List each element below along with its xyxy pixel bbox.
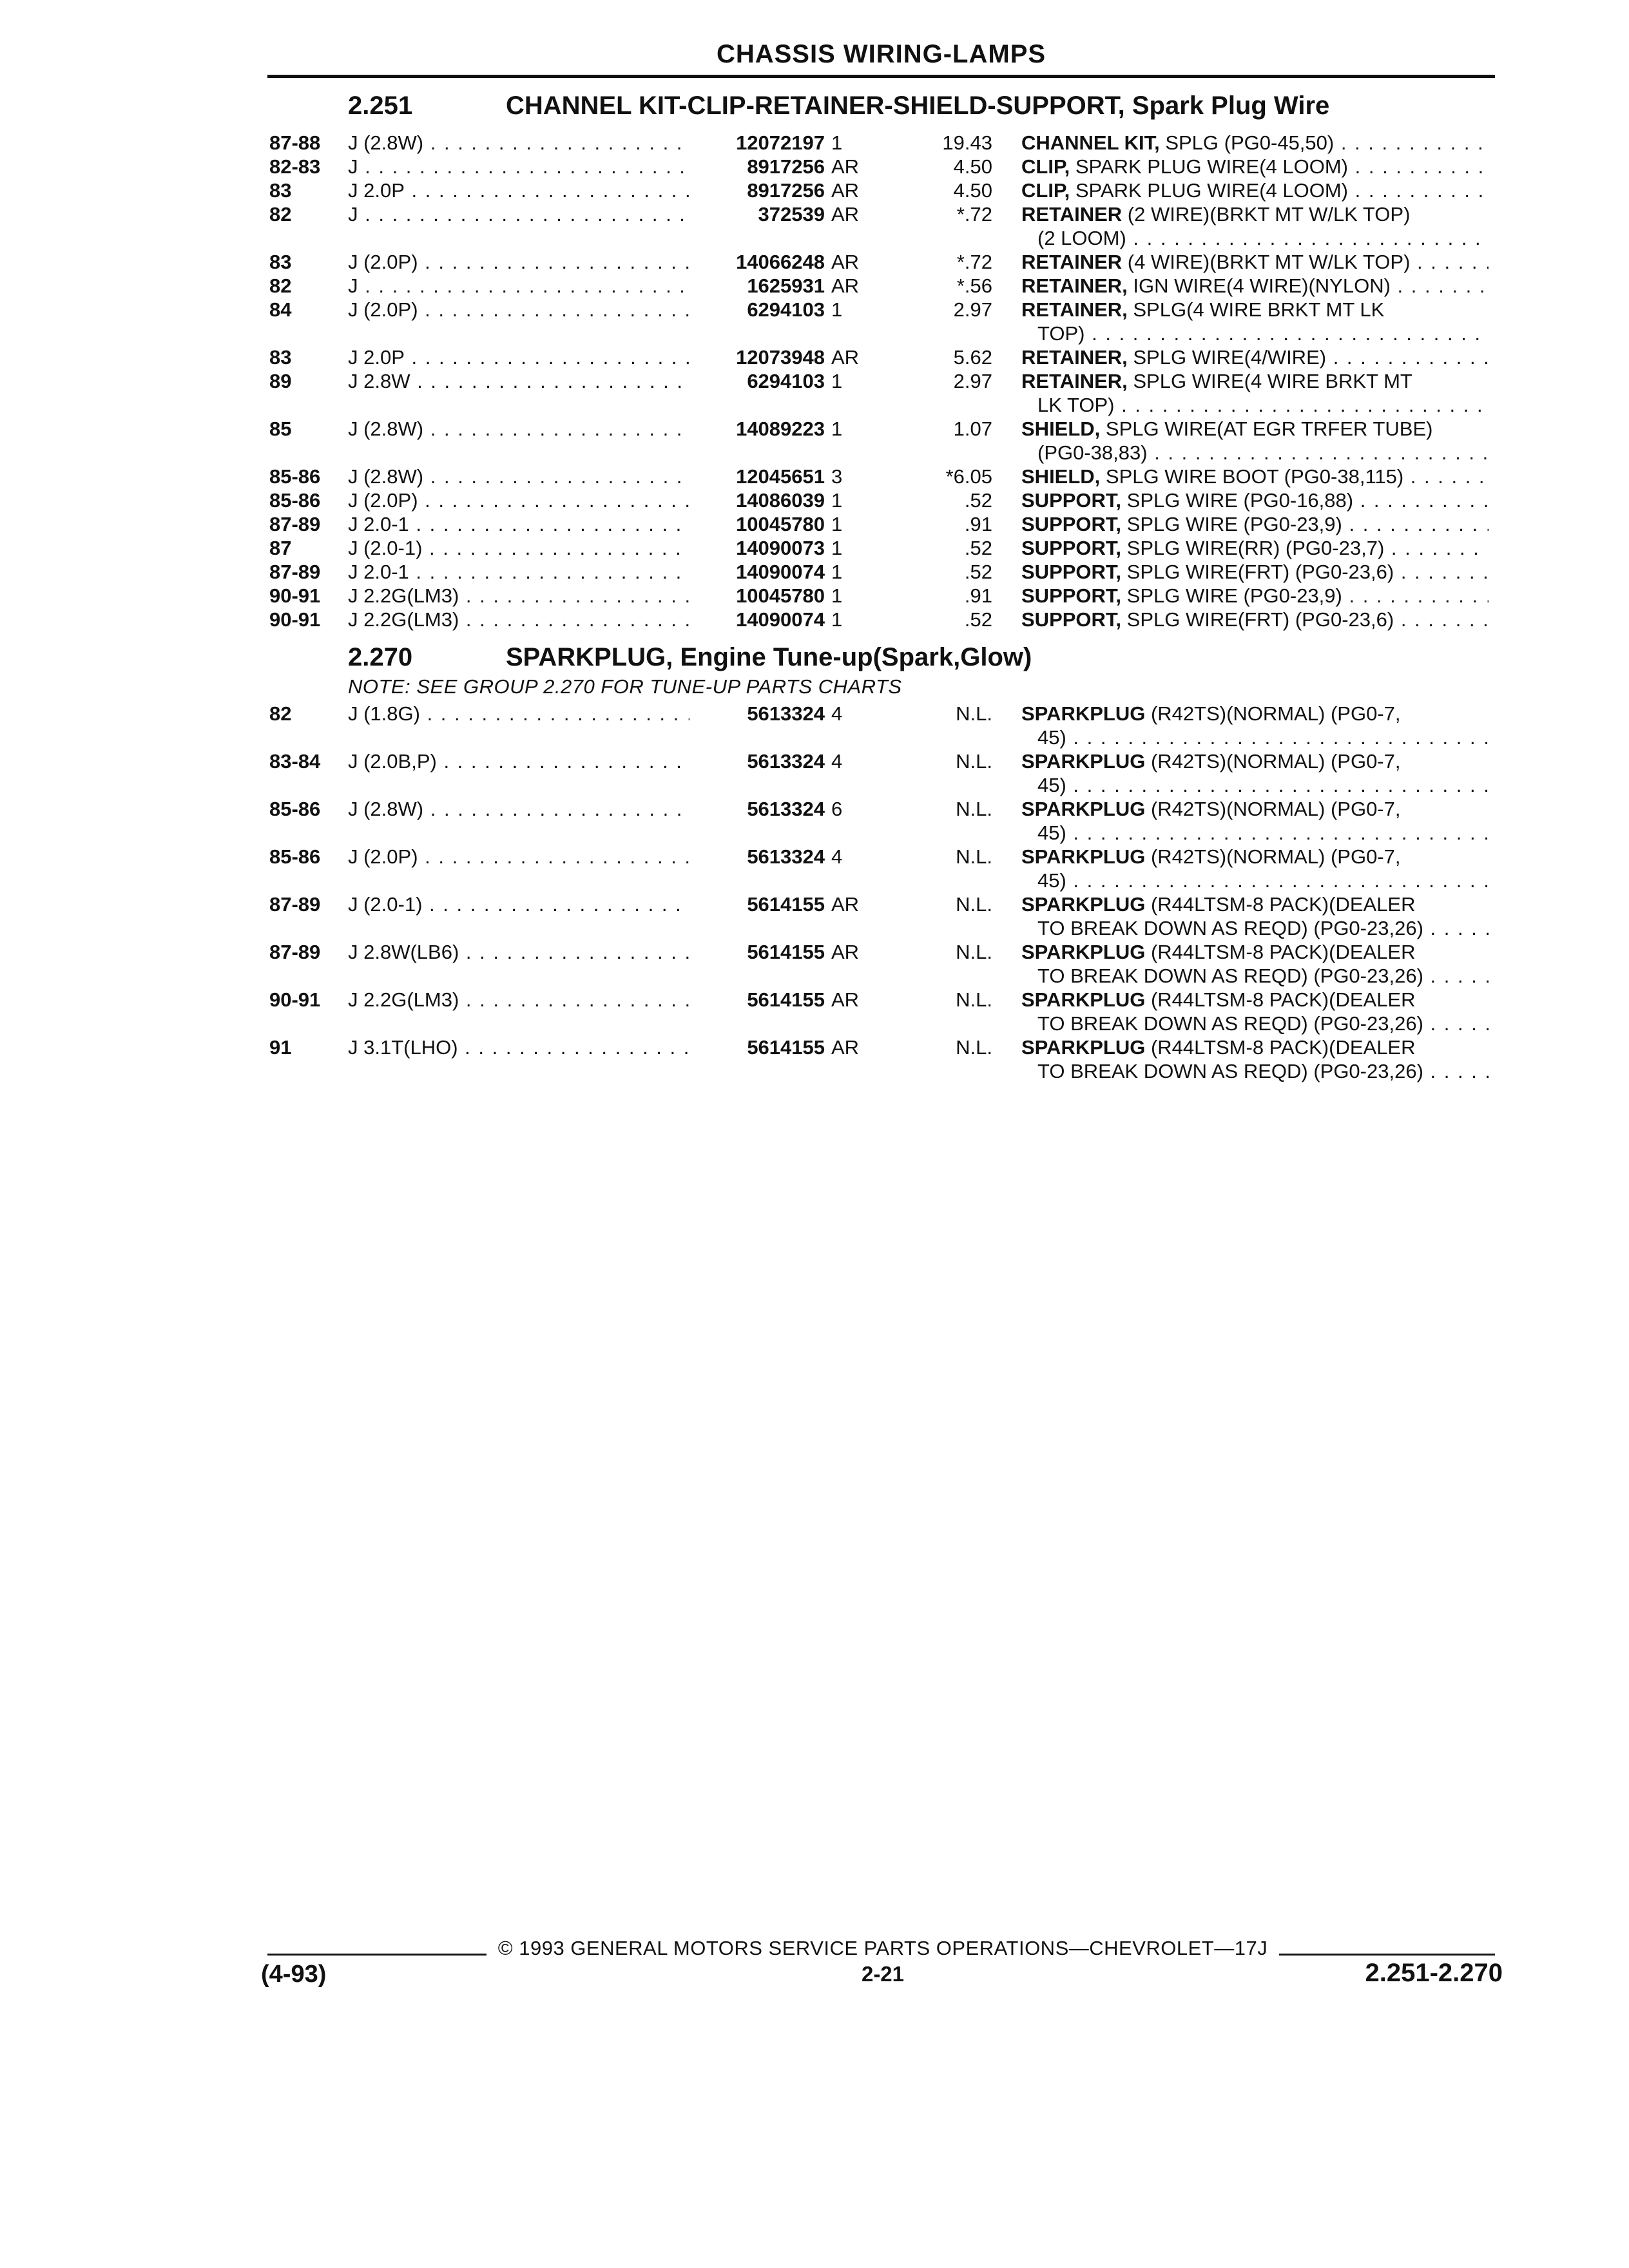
price: N.L. [956, 988, 992, 1011]
description [1021, 488, 1489, 512]
group-number: 2.270 [348, 643, 413, 671]
group-number: 2.251 [348, 91, 413, 120]
part-name: SUPPORT, [1021, 513, 1122, 535]
part-spec: SPLG WIRE BOOT (PG0-38,115) [1100, 465, 1404, 488]
description [1021, 369, 1489, 417]
quantity: AR [831, 988, 860, 1011]
quantity: 1 [831, 561, 843, 583]
part-name: SPARKPLUG [1021, 702, 1146, 725]
quantity: 3 [831, 465, 843, 488]
part-number: 5613324 [747, 845, 825, 868]
part-spec: (R44LTSM-8 PACK)(DEALER [1145, 941, 1416, 963]
description-line [1021, 202, 1489, 226]
description-continued: LK TOP) . . . [1021, 393, 1489, 417]
part-name: SUPPORT, [1021, 561, 1122, 583]
model-years: 83 [269, 346, 292, 369]
application: J (2.0B,P) . . . [348, 749, 689, 773]
application: J (2.8W) . . . [348, 417, 689, 441]
part-number: 6294103 [747, 370, 825, 392]
application: J (2.0-1) . . . [348, 536, 689, 560]
quantity: AR [831, 179, 860, 202]
price: N.L. [956, 798, 992, 820]
application: J 2.2G(LM3) . . . [348, 988, 689, 1012]
part-spec: (4 WIRE)(BRKT MT W/LK TOP) [1122, 251, 1411, 273]
description-continued: (2 LOOM) . . . [1021, 226, 1489, 250]
description-line [1021, 345, 1489, 369]
part-name: SPARKPLUG [1021, 845, 1146, 868]
part-name: CLIP, [1021, 155, 1070, 178]
quantity: AR [831, 155, 860, 178]
price: 19.43 [942, 131, 992, 154]
part-number: 5614155 [747, 893, 825, 916]
model-years: 84 [269, 298, 292, 321]
price: N.L. [956, 845, 992, 868]
description [1021, 584, 1489, 608]
part-number: 6294103 [747, 298, 825, 321]
part-number: 14090073 [736, 537, 825, 559]
description [1021, 512, 1489, 536]
part-number: 1625931 [747, 274, 825, 297]
quantity: AR [831, 1036, 860, 1059]
price: *.72 [956, 251, 992, 273]
price: 1.07 [953, 418, 992, 440]
part-number: 12072197 [736, 131, 825, 154]
application: J 2.0-1 . . . [348, 512, 689, 536]
description-line [1021, 988, 1489, 1012]
description [1021, 250, 1489, 274]
quantity: AR [831, 274, 860, 297]
quantity: 4 [831, 845, 843, 868]
description-line [1021, 797, 1489, 821]
model-years: 91 [269, 1036, 292, 1059]
part-spec: (R42TS)(NORMAL) (PG0-7, [1145, 798, 1401, 820]
price: 2.97 [953, 298, 992, 321]
application: J . . . [348, 274, 689, 298]
part-name: SPARKPLUG [1021, 941, 1146, 963]
description [1021, 749, 1489, 797]
model-years: 87-89 [269, 941, 321, 963]
part-spec: SPLG WIRE (PG0-23,9) [1121, 513, 1342, 535]
description-line [1021, 512, 1489, 536]
model-years: 82 [269, 702, 292, 725]
part-spec: (R44LTSM-8 PACK)(DEALER [1145, 988, 1416, 1011]
model-years: 82 [269, 203, 292, 226]
quantity: 1 [831, 131, 843, 154]
part-spec: SPLG WIRE(RR) (PG0-23,7) [1121, 537, 1385, 559]
quantity: 4 [831, 702, 843, 725]
price: N.L. [956, 1036, 992, 1059]
part-number: 14086039 [736, 489, 825, 512]
group-title: SPARKPLUG, Engine Tune-up(Spark,Glow) [506, 643, 1032, 671]
description-line [1021, 940, 1489, 964]
part-number: 10045780 [736, 513, 825, 535]
part-name: CHANNEL KIT, [1021, 131, 1160, 154]
header-rule [267, 75, 1495, 78]
description-continued: 45) . . . [1021, 726, 1489, 749]
quantity: 1 [831, 489, 843, 512]
price: N.L. [956, 702, 992, 725]
price: N.L. [956, 941, 992, 963]
description-line [1021, 417, 1489, 441]
part-spec: SPLG WIRE(4/WIRE) [1127, 346, 1327, 369]
quantity: AR [831, 941, 860, 963]
description [1021, 845, 1489, 892]
description [1021, 465, 1489, 488]
description-line [1021, 155, 1489, 178]
description-continued: TOP) . . . [1021, 322, 1489, 345]
part-number: 8917256 [747, 155, 825, 178]
footer-rule-left [267, 1954, 487, 1956]
quantity: 4 [831, 750, 843, 773]
price: 2.97 [953, 370, 992, 392]
part-spec: IGN WIRE(4 WIRE)(NYLON) [1127, 274, 1391, 297]
part-name: RETAINER, [1021, 370, 1128, 392]
application: J 2.8W . . . [348, 369, 689, 393]
description [1021, 274, 1489, 298]
part-number: 12045651 [736, 465, 825, 488]
model-years: 85-86 [269, 489, 321, 512]
description [1021, 202, 1489, 250]
group-note: NOTE: SEE GROUP 2.270 FOR TUNE-UP PARTS CHARTS [348, 675, 902, 698]
part-spec: SPLG WIRE (PG0-16,88) [1121, 489, 1354, 512]
price: N.L. [956, 750, 992, 773]
description-continued: 45) . . . [1021, 773, 1489, 797]
description [1021, 1035, 1489, 1083]
part-name: SHIELD, [1021, 418, 1101, 440]
description [1021, 178, 1489, 202]
price: .52 [964, 561, 992, 583]
model-years: 87-89 [269, 513, 321, 535]
part-name: RETAINER, [1021, 274, 1128, 297]
description-continued: TO BREAK DOWN AS REQD) (PG0-23,26) . . . [1021, 1012, 1489, 1035]
model-years: 83 [269, 179, 292, 202]
application: J 2.0-1 . . . [348, 560, 689, 584]
model-years: 82-83 [269, 155, 321, 178]
quantity: 1 [831, 298, 843, 321]
price: 4.50 [953, 179, 992, 202]
application: J (2.8W) . . . [348, 131, 689, 155]
description-line [1021, 1035, 1489, 1059]
price: *.56 [956, 274, 992, 297]
model-years: 89 [269, 370, 292, 392]
part-spec: (2 WIRE)(BRKT MT W/LK TOP) [1122, 203, 1411, 226]
part-spec: SPLG WIRE(FRT) (PG0-23,6) [1121, 561, 1394, 583]
part-name: SPARKPLUG [1021, 798, 1146, 820]
quantity: 1 [831, 370, 843, 392]
part-name: SUPPORT, [1021, 489, 1122, 512]
description-line [1021, 702, 1489, 726]
part-number: 5614155 [747, 941, 825, 963]
part-name: RETAINER [1021, 203, 1123, 226]
price: *6.05 [945, 465, 992, 488]
model-years: 90-91 [269, 584, 321, 607]
quantity: AR [831, 346, 860, 369]
part-spec: SPARK PLUG WIRE(4 LOOM) [1070, 155, 1349, 178]
description-line [1021, 892, 1489, 916]
quantity: AR [831, 251, 860, 273]
model-years: 85-86 [269, 845, 321, 868]
part-spec: (R42TS)(NORMAL) (PG0-7, [1145, 750, 1401, 773]
part-number: 5613324 [747, 702, 825, 725]
description-line [1021, 465, 1489, 488]
part-number: 8917256 [747, 179, 825, 202]
description [1021, 417, 1489, 465]
quantity: 1 [831, 513, 843, 535]
description-line [1021, 584, 1489, 608]
model-years: 85-86 [269, 465, 321, 488]
quantity: 1 [831, 584, 843, 607]
price: .52 [964, 608, 992, 631]
application: J (2.8W) . . . [348, 465, 689, 488]
description [1021, 560, 1489, 584]
application: J . . . [348, 155, 689, 178]
model-years: 87-88 [269, 131, 321, 154]
part-name: SPARKPLUG [1021, 988, 1146, 1011]
part-name: SUPPORT, [1021, 608, 1122, 631]
description-continued: TO BREAK DOWN AS REQD) (PG0-23,26) . . . [1021, 964, 1489, 988]
part-spec: (R44LTSM-8 PACK)(DEALER [1145, 1036, 1416, 1059]
application: J (2.0P) . . . [348, 250, 689, 274]
running-head: CHASSIS WIRING-LAMPS [716, 40, 1046, 68]
quantity: 6 [831, 798, 843, 820]
description-line [1021, 298, 1489, 322]
part-name: SUPPORT, [1021, 537, 1122, 559]
application: J (1.8G) . . . [348, 702, 689, 726]
application: J (2.0P) . . . [348, 845, 689, 869]
price: N.L. [956, 893, 992, 916]
description-continued: TO BREAK DOWN AS REQD) (PG0-23,26) . . . [1021, 916, 1489, 940]
application: J 2.8W(LB6) . . . [348, 940, 689, 964]
model-years: 87 [269, 537, 292, 559]
description-continued: (PG0-38,83) . . . [1021, 441, 1489, 465]
description-line [1021, 560, 1489, 584]
part-name: SUPPORT, [1021, 584, 1122, 607]
part-name: SPARKPLUG [1021, 750, 1146, 773]
description-line [1021, 845, 1489, 869]
description-line [1021, 488, 1489, 512]
part-number: 14066248 [736, 251, 825, 273]
part-number: 14089223 [736, 418, 825, 440]
copyright-notice: © 1993 GENERAL MOTORS SERVICE PARTS OPERATIONS—CHEVROLET—17J [497, 1937, 1268, 1959]
application: J (2.0P) . . . [348, 298, 689, 322]
group-title: CHANNEL KIT-CLIP-RETAINER-SHIELD-SUPPORT, Spark Plug Wire [506, 91, 1330, 120]
part-spec: SPLG WIRE(AT EGR TRFER TUBE) [1100, 418, 1433, 440]
description-line [1021, 369, 1489, 393]
part-spec: (R42TS)(NORMAL) (PG0-7, [1145, 845, 1401, 868]
description-continued: 45) . . . [1021, 821, 1489, 845]
price: *.72 [956, 203, 992, 226]
part-number: 10045780 [736, 584, 825, 607]
part-name: RETAINER, [1021, 298, 1128, 321]
description-line [1021, 274, 1489, 298]
description [1021, 536, 1489, 560]
model-years: 87-89 [269, 893, 321, 916]
part-spec: SPLG WIRE (PG0-23,9) [1121, 584, 1342, 607]
footer-date: (4-93) [261, 1961, 327, 1988]
part-name: SPARKPLUG [1021, 1036, 1146, 1059]
application: J 2.0P . . . [348, 345, 689, 369]
model-years: 90-91 [269, 608, 321, 631]
part-number: 12073948 [736, 346, 825, 369]
part-spec: (R44LTSM-8 PACK)(DEALER [1145, 893, 1416, 916]
part-spec: SPLG (PG0-45,50) [1159, 131, 1335, 154]
description-line [1021, 250, 1489, 274]
description-continued: 45) . . . [1021, 869, 1489, 892]
footer-rule-right [1279, 1954, 1495, 1956]
model-years: 87-89 [269, 561, 321, 583]
part-name: RETAINER [1021, 251, 1123, 273]
description-line [1021, 131, 1489, 155]
part-number: 5613324 [747, 750, 825, 773]
part-number: 5614155 [747, 988, 825, 1011]
part-number: 372539 [758, 203, 825, 226]
part-name: SHIELD, [1021, 465, 1101, 488]
description-line [1021, 178, 1489, 202]
quantity: 1 [831, 537, 843, 559]
price: .91 [964, 584, 992, 607]
quantity: 1 [831, 608, 843, 631]
description [1021, 797, 1489, 845]
quantity: AR [831, 893, 860, 916]
description [1021, 988, 1489, 1035]
description-continued: TO BREAK DOWN AS REQD) (PG0-23,26) . . . [1021, 1059, 1489, 1083]
part-number: 14090074 [736, 608, 825, 631]
description [1021, 892, 1489, 940]
model-years: 85 [269, 418, 292, 440]
application: J (2.0P) . . . [348, 488, 689, 512]
part-name: SPARKPLUG [1021, 893, 1146, 916]
model-years: 90-91 [269, 988, 321, 1011]
application: J 2.2G(LM3) . . . [348, 584, 689, 608]
part-name: CLIP, [1021, 179, 1070, 202]
description [1021, 345, 1489, 369]
quantity: 1 [831, 418, 843, 440]
description-line [1021, 536, 1489, 560]
description [1021, 298, 1489, 345]
price: .91 [964, 513, 992, 535]
description [1021, 608, 1489, 631]
model-years: 83-84 [269, 750, 321, 773]
application: J 2.2G(LM3) . . . [348, 608, 689, 631]
model-years: 82 [269, 274, 292, 297]
description [1021, 702, 1489, 749]
part-spec: (R42TS)(NORMAL) (PG0-7, [1145, 702, 1401, 725]
quantity: AR [831, 203, 860, 226]
part-number: 5613324 [747, 798, 825, 820]
price: 5.62 [953, 346, 992, 369]
model-years: 83 [269, 251, 292, 273]
price: .52 [964, 489, 992, 512]
group-range: 2.251-2.270 [1365, 1959, 1503, 1987]
price: 4.50 [953, 155, 992, 178]
part-name: RETAINER, [1021, 346, 1128, 369]
application: J . . . [348, 202, 689, 226]
description-line [1021, 608, 1489, 631]
description-line [1021, 749, 1489, 773]
part-number: 14090074 [736, 561, 825, 583]
page-number: 2-21 [861, 1962, 905, 1986]
application: J (2.8W) . . . [348, 797, 689, 821]
application: J (2.0-1) . . . [348, 892, 689, 916]
part-spec: SPLG WIRE(FRT) (PG0-23,6) [1121, 608, 1394, 631]
part-number: 5614155 [747, 1036, 825, 1059]
part-spec: SPLG(4 WIRE BRKT MT LK [1127, 298, 1385, 321]
application: J 2.0P . . . [348, 178, 689, 202]
model-years: 85-86 [269, 798, 321, 820]
description [1021, 131, 1489, 155]
description [1021, 940, 1489, 988]
description [1021, 155, 1489, 178]
part-spec: SPLG WIRE(4 WIRE BRKT MT [1127, 370, 1412, 392]
application: J 3.1T(LHO) . . . [348, 1035, 689, 1059]
part-spec: SPARK PLUG WIRE(4 LOOM) [1070, 179, 1349, 202]
price: .52 [964, 537, 992, 559]
